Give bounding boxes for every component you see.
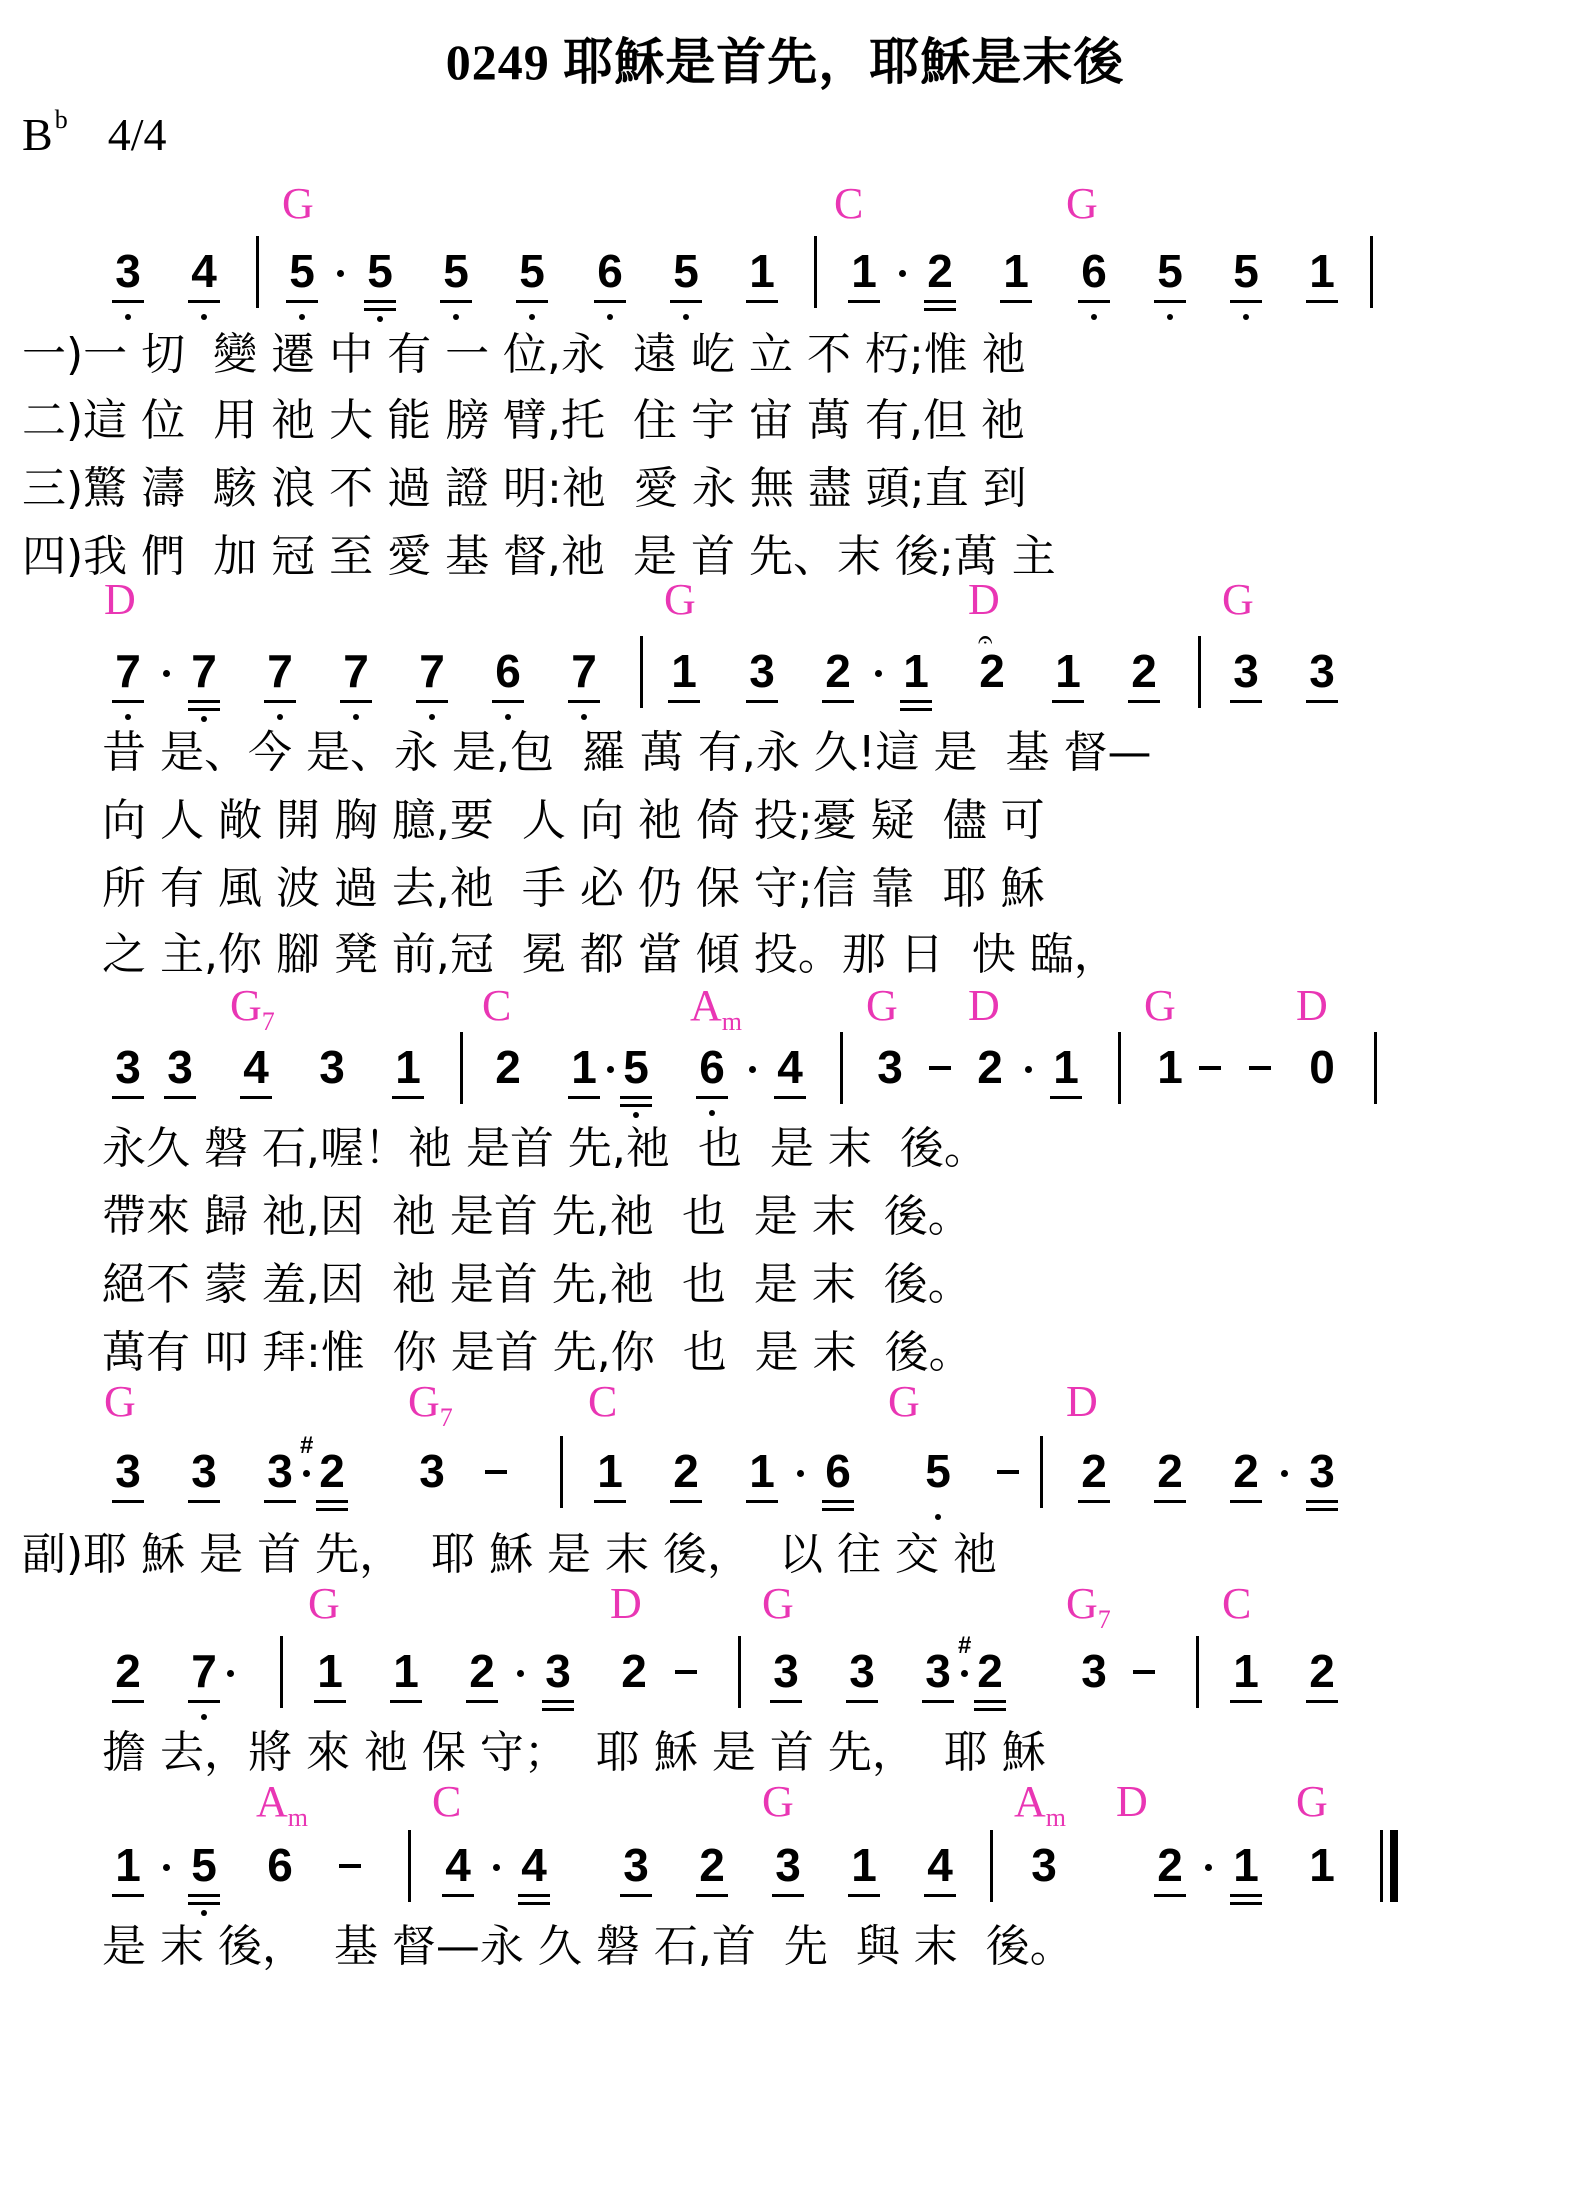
- note: 3: [108, 1448, 148, 1494]
- augmentation-dot: [517, 1670, 524, 1677]
- note: 5: [360, 248, 400, 294]
- chord: G: [308, 1579, 340, 1628]
- chord: D: [610, 1579, 642, 1628]
- note: 3: [766, 1648, 806, 1694]
- note: 5: [616, 1044, 656, 1090]
- chord: G: [1296, 1777, 1328, 1826]
- barline: [460, 1032, 463, 1104]
- chord: D: [968, 981, 1000, 1030]
- verse-4-line-1: 四)我 們 加 冠 至 愛 基 督,祂 是 首 先、末 後;萬 主: [22, 531, 1056, 582]
- final-barline-thick: [1390, 1830, 1398, 1902]
- augmentation-dot: [1205, 1864, 1212, 1871]
- note: 3: [260, 1448, 300, 1494]
- fermata-icon: 𝄐: [978, 624, 993, 654]
- note: 1: [564, 1044, 604, 1090]
- chord: D: [968, 575, 1000, 624]
- note: 3: [108, 248, 148, 294]
- augmentation-dot: [1281, 1470, 1288, 1477]
- chord: G: [282, 179, 314, 228]
- barline: [1118, 1032, 1121, 1104]
- chord: G: [866, 981, 898, 1030]
- key-flat: b: [54, 105, 68, 134]
- note: 3: [319, 1041, 345, 1093]
- note: 1: [108, 1842, 148, 1888]
- note: 5: [1150, 248, 1190, 294]
- verse-4-line-2: 之 主,你 腳 凳 前,冠 冕 都 當 傾 投。那 日 快 臨，: [102, 929, 1118, 980]
- note: 5: [512, 248, 552, 294]
- extension-dash: [1199, 1066, 1221, 1070]
- augmentation-dot: [749, 1066, 756, 1073]
- note: 4: [236, 1044, 276, 1090]
- note: 3: [184, 1448, 224, 1494]
- note: 2: [1150, 1448, 1190, 1494]
- barline: [560, 1436, 563, 1508]
- verse-2-line-2: 向 人 敞 開 胸 臆,要 人 向 祂 倚 投;憂 疑 儘 可: [102, 795, 1045, 846]
- note: 3: [1081, 1645, 1107, 1697]
- note: 7: [336, 648, 376, 694]
- note: 1: [1157, 1041, 1183, 1093]
- verse-1-line-1: 一)一 切 變 遷 中 有 一 位,永 遠 屹 立 不 朽;惟 祂: [22, 329, 1026, 380]
- augmentation-dot: [337, 270, 344, 277]
- verse-1-line-3: 永久 磐 石,喔！祂 是首 先,祂 也 是 末 後。: [102, 1123, 988, 1174]
- chord: C: [834, 179, 864, 228]
- chord: G: [1066, 179, 1098, 228]
- note: 2: [692, 1842, 732, 1888]
- augmentation-dot: [163, 670, 170, 677]
- note: 5: [282, 248, 322, 294]
- barline: [256, 236, 259, 308]
- note: 6: [267, 1839, 293, 1891]
- note: 2: [818, 648, 858, 694]
- notes-row-6: [0, 1839, 1570, 1912]
- note: 1: [996, 248, 1036, 294]
- barline: [1198, 636, 1201, 708]
- note: 3: [108, 1044, 148, 1090]
- note: 3: [768, 1842, 808, 1888]
- barline: [1196, 1636, 1199, 1708]
- extension-dash: [1249, 1066, 1271, 1070]
- note: 1: [1226, 1648, 1266, 1694]
- chord: $G_7$: [230, 981, 275, 1036]
- note: 5: [666, 248, 706, 294]
- verse-3-line-1: 三)驚 濤 駭 浪 不 過 證 明:祂 愛 永 無 盡 頭;直 到: [22, 463, 1027, 514]
- augmentation-dot: [607, 1066, 614, 1073]
- note: 4: [770, 1044, 810, 1090]
- augmentation-dot: [163, 1864, 170, 1871]
- note: 3: [616, 1842, 656, 1888]
- verse-3-line-3: 絕不 蒙 羞,因 祂 是首 先,祂 也 是 末 後。: [102, 1259, 972, 1310]
- note: 1: [590, 1448, 630, 1494]
- note: 2: [495, 1041, 521, 1093]
- chord: D: [104, 575, 136, 624]
- note: 1: [388, 1044, 428, 1090]
- note: 5: [1226, 248, 1266, 294]
- note: 6: [1074, 248, 1114, 294]
- verse-2-line-3: 帶來 歸 祂,因 祂 是首 先,祂 也 是 末 後。: [102, 1191, 972, 1242]
- augmentation-dot: [303, 1470, 310, 1477]
- note: 2: [1302, 1648, 1342, 1694]
- note: 4: [438, 1842, 478, 1888]
- note: 2: [977, 1041, 1003, 1093]
- note: 2: [108, 1648, 148, 1694]
- note: 2 𝄐: [978, 624, 1005, 697]
- extension-dash: [485, 1470, 507, 1474]
- note: 7: [108, 648, 148, 694]
- barline: [640, 636, 643, 708]
- note: 3: [1031, 1839, 1057, 1891]
- chord: D: [1296, 981, 1328, 1030]
- augmentation-dot: [875, 670, 882, 677]
- note: 7: [184, 1648, 224, 1694]
- note: 4: [184, 248, 224, 294]
- chord: $G_7$: [408, 1377, 453, 1432]
- chord: $A_m$: [1014, 1777, 1067, 1832]
- note: 1: [1309, 1839, 1335, 1891]
- note: 3: [419, 1445, 445, 1497]
- note: 1: [1302, 248, 1342, 294]
- chord: G: [104, 1377, 136, 1426]
- augmentation-dot: [899, 270, 906, 277]
- note: 7: [412, 648, 452, 694]
- note: 3: [1302, 1448, 1342, 1494]
- chord: G: [762, 1777, 794, 1826]
- note: 2: [1074, 1448, 1114, 1494]
- note: 2: [1226, 1448, 1266, 1494]
- note: 1: [310, 1648, 350, 1694]
- sharp-sign: #: [958, 1632, 972, 1659]
- barline: [408, 1830, 411, 1902]
- notes-row-1: [0, 245, 1570, 318]
- chord: C: [1222, 1579, 1252, 1628]
- chord: D: [1066, 1377, 1098, 1426]
- note: 7: [564, 648, 604, 694]
- chord: C: [432, 1777, 462, 1826]
- verse-4-line-3: 萬有 叩 拜:惟 你 是首 先,你 也 是 末 後。: [102, 1327, 973, 1378]
- barline: [1374, 1032, 1377, 1104]
- note: 2: [666, 1448, 706, 1494]
- barline: [1370, 236, 1373, 308]
- note: 5: [436, 248, 476, 294]
- chord: $A_m$: [690, 981, 743, 1036]
- note: 3: [1302, 648, 1342, 694]
- chord: G: [1144, 981, 1176, 1030]
- chord: G: [664, 575, 696, 624]
- note: 1: [1046, 1044, 1086, 1090]
- sharp-sign: #: [300, 1432, 314, 1459]
- augmentation-dot: [961, 1670, 968, 1677]
- note: 1: [1226, 1842, 1266, 1888]
- barline: [990, 1830, 993, 1902]
- note: 2: [920, 248, 960, 294]
- barline: [738, 1636, 741, 1708]
- chord: C: [588, 1377, 618, 1426]
- extension-dash: [1133, 1670, 1155, 1674]
- verse-1-line-2: 昔 是、今 是、永 是,包 羅 萬 有,永 久!這 是 基 督—: [102, 727, 1152, 778]
- refrain-line-3: 是 末 後， 基 督—永 久 磐 石,首 先 與 末 後。: [102, 1921, 1074, 1972]
- augmentation-dot: [227, 1670, 234, 1677]
- notes-row-5: [0, 1632, 1570, 1718]
- note: 5: [184, 1842, 224, 1888]
- chord: G: [1222, 575, 1254, 624]
- extension-dash: [929, 1066, 951, 1070]
- note: 2 #: [970, 1648, 1010, 1694]
- refrain-line-1: 副)耶 穌 是 首 先， 耶 穌 是 末 後， 以 往 交 祂: [22, 1529, 997, 1580]
- note: 6: [488, 648, 528, 694]
- extension-dash: [997, 1470, 1019, 1474]
- note: 3: [877, 1041, 903, 1093]
- augmentation-dot: [493, 1864, 500, 1871]
- note: 1: [742, 1448, 782, 1494]
- verse-2-line-1: 二)這 位 用 祂 大 能 膀 臂,托 住 宇 宙 萬 有,但 祂: [22, 395, 1025, 446]
- key-letter: B: [22, 109, 53, 160]
- note: 1: [742, 248, 782, 294]
- extension-dash: [339, 1864, 361, 1868]
- note: 2: [1124, 648, 1164, 694]
- note: 6: [692, 1044, 732, 1090]
- note: 6: [818, 1448, 858, 1494]
- key-signature: [22, 105, 166, 161]
- notes-row-4: [0, 1432, 1570, 1518]
- note: 3: [842, 1648, 882, 1694]
- extension-dash: [675, 1670, 697, 1674]
- augmentation-dot: [1025, 1066, 1032, 1073]
- note: 3: [918, 1648, 958, 1694]
- note: 3: [1226, 648, 1266, 694]
- note: 7: [184, 648, 224, 694]
- note: 1: [844, 248, 884, 294]
- barline: [840, 1032, 843, 1104]
- chord: $G_7$: [1066, 1579, 1111, 1634]
- note: 0: [1309, 1041, 1335, 1093]
- note: 2: [621, 1645, 647, 1697]
- note: 1: [386, 1648, 426, 1694]
- refrain-line-2: 擔 去，將 來 祂 保 守； 耶 穌 是 首 先， 耶 穌: [102, 1727, 1046, 1778]
- note: 1: [896, 648, 936, 694]
- hymn-title: 0249 耶穌是首先，耶穌是末後: [445, 34, 1125, 90]
- note: 2: [462, 1648, 502, 1694]
- verse-3-line-2: 所 有 風 波 過 去,祂 手 必 仍 保 守;信 靠 耶 穌: [102, 863, 1045, 914]
- note: 2: [1150, 1842, 1190, 1888]
- chord: $A_m$: [256, 1777, 309, 1832]
- augmentation-dot: [797, 1470, 804, 1477]
- note: 3: [742, 648, 782, 694]
- note: 3: [160, 1044, 200, 1090]
- note: 1: [1048, 648, 1088, 694]
- barline: [814, 236, 817, 308]
- chord: C: [482, 981, 512, 1030]
- chord: G: [762, 1579, 794, 1628]
- notes-row-3: [0, 1041, 1570, 1114]
- barline: [280, 1636, 283, 1708]
- notes-row-2: [0, 624, 1570, 718]
- chord: G: [888, 1377, 920, 1426]
- note: 4: [514, 1842, 554, 1888]
- note: 1: [664, 648, 704, 694]
- note: 4: [920, 1842, 960, 1888]
- note: 6: [590, 248, 630, 294]
- note: 2 #: [312, 1448, 352, 1494]
- time-signature: 4/4: [107, 109, 167, 160]
- note: 7: [260, 648, 300, 694]
- note: 1: [844, 1842, 884, 1888]
- note: 5: [918, 1448, 958, 1494]
- chord: D: [1116, 1777, 1148, 1826]
- barline: [1040, 1436, 1043, 1508]
- note: 3: [538, 1648, 578, 1694]
- final-barline-thin: [1380, 1830, 1383, 1902]
